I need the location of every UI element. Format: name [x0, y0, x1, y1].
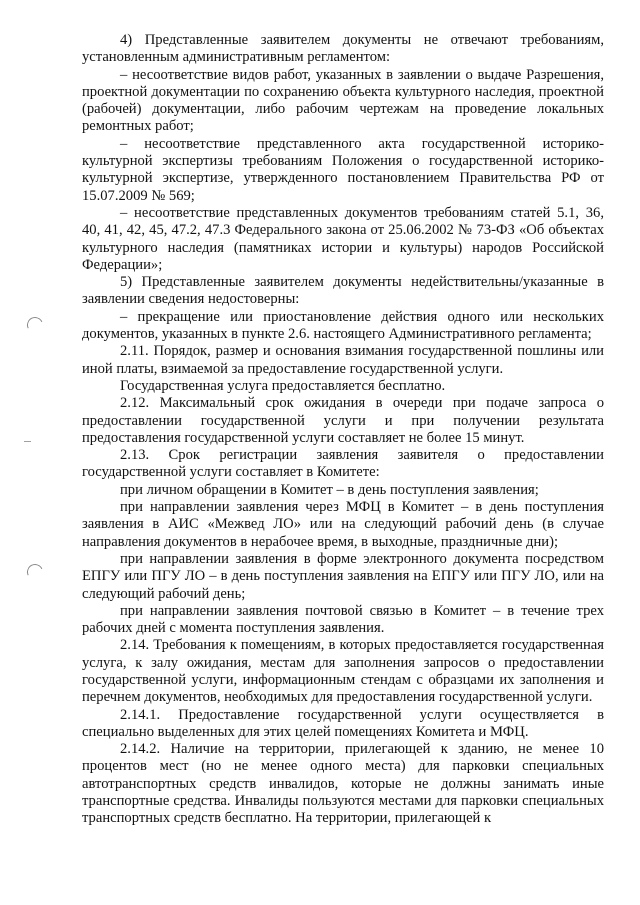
- paragraph-electronic: при направлении заявления в форме электронного документа посредством ЕПГУ или ПГУ ЛО – в день поступления заявления на ЕПГУ или ПГУ ЛО, или на следующий рабочий день;: [82, 550, 604, 602]
- paragraph-personal-visit: при личном обращении в Комитет – в день поступления заявления;: [120, 481, 539, 498]
- paragraph-work-mismatch: – несоответствие видов работ, указанных в заявлении о выдаче Разрешения, проектной документации по сохранению объекта культурного наследия, проектной (рабочей) документации, либо рабочим чертежам на проведение локальных ремонтных работ;: [82, 66, 604, 135]
- paragraph-mfc: при направлении заявления через МФЦ в Комитет – в день поступления заявления в АИС «Межвед ЛО» или на следующий рабочий день (в случае направления документов в нерабочее время, в выходные, праздничные дни);: [82, 499, 604, 550]
- paragraph-2-14: 2.14. Требования к помещениям, в которых предоставляется государственная услуга, к залу ожидания, местам для заполнения запросов о предоставлении государственной услуги, информационным стендам с образцами их заполнения и перечнем документов, необходимых для предоставления государственной услуги.: [82, 637, 604, 706]
- paragraph-item-4: 4) Представленные заявителем документы не отвечают требованиям, установленным административным регламентом:: [82, 32, 604, 66]
- paragraph-2-14-2: 2.14.2. Наличие на территории, прилегающей к зданию, не менее 10 процентов мест (но не менее одного места) для парковки специальных автотранспортных средств инвалидов, которые не должны занимать иные транспортные средства. Инвалиды пользуются местами для парковки специальных транспортных средств бесплатно. На территории, прилегающей к: [82, 741, 604, 827]
- paragraph-expertise-mismatch: – несоответствие представленного акта государственной историко-культурной экспертизы требованиям Положения о государственной историко-культурной экспертизе, утвержденного постановлением Правительства РФ от 15.07.2009 № 569;: [82, 135, 604, 204]
- paragraph-termination: – прекращение или приостановление действия одного или нескольких документов, указанных в пункте 2.6. настоящего Административного регламента;: [82, 308, 604, 343]
- paragraph-free-service: Государственная услуга предоставляется бесплатно.: [120, 377, 446, 394]
- paragraph-law-mismatch: – несоответствие представленных документов требованиям статей 5.1, 36, 40, 41, 42, 45, 47.2, 47.3 Федерального закона от 25.06.2002 № 73-ФЗ «Об объектах культурного наследия (памятниках истории и культуры) народов Российской Федерации»;: [82, 204, 604, 273]
- margin-tick-mark: [24, 441, 31, 442]
- paragraph-2-12: 2.12. Максимальный срок ожидания в очереди при подаче запроса о предоставлении государственной услуги и при получении результата предоставления государственной услуги составляет не более 15 минут.: [82, 395, 604, 446]
- paragraph-postal: при направлении заявления почтовой связью в Комитет – в течение трех рабочих дней с момента поступления заявления.: [82, 602, 604, 637]
- paragraph-2-13: 2.13. Срок регистрации заявления заявителя о предоставлении государственной услуги составляет в Комитете:: [82, 447, 604, 481]
- paragraph-item-5: 5) Представленные заявителем документы недействительны/указанные в заявлении сведения недостоверны:: [82, 274, 604, 308]
- punch-hole-mark: [25, 315, 46, 336]
- paragraph-2-14-1: 2.14.1. Предоставление государственной услуги осуществляется в специально выделенных для этих целей помещениях Комитета и МФЦ.: [82, 706, 604, 740]
- paragraph-2-11: 2.11. Порядок, размер и основания взимания государственной пошлины или иной платы, взимаемой за предоставление государственной услуги.: [82, 343, 604, 377]
- punch-hole-mark: [25, 562, 46, 583]
- document-page: [82, 32, 604, 828]
